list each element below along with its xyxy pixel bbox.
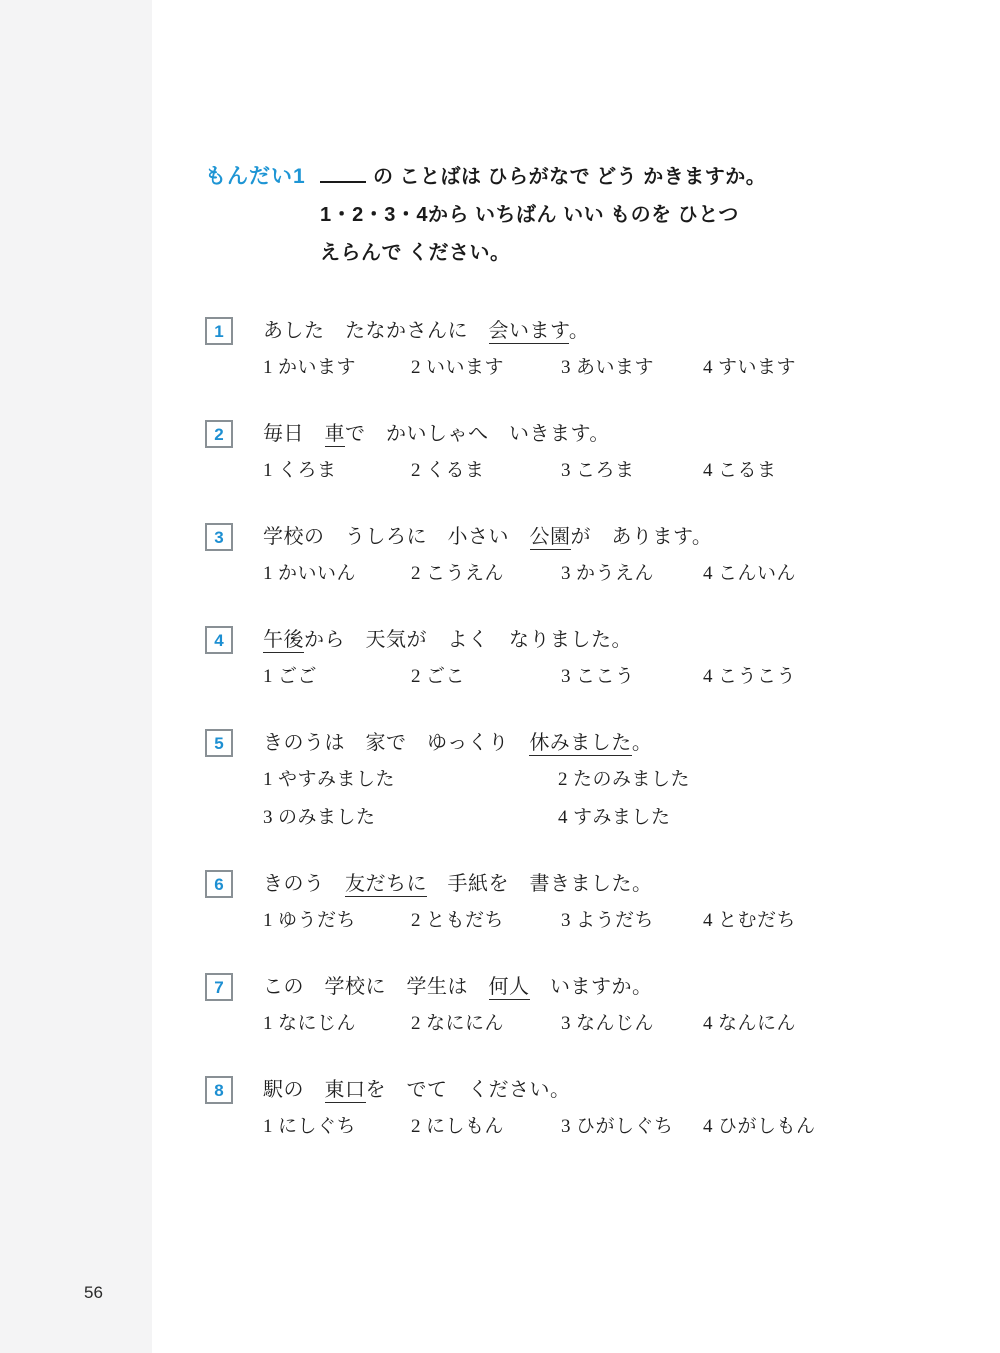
option-text: にしもん <box>426 1116 505 1137</box>
question-block <box>205 522 865 588</box>
option-number: 4 <box>703 1116 713 1137</box>
underlined-word: 何人 <box>488 976 530 998</box>
option-number: 4 <box>703 1013 713 1034</box>
underlined-word: 午後 <box>263 629 304 651</box>
option-text: こうえん <box>426 563 505 584</box>
option-number: 3 <box>561 666 571 687</box>
underlined-word: 友だちに <box>345 873 427 895</box>
option-cell <box>561 456 703 485</box>
question-block <box>205 728 865 832</box>
option-cell <box>411 1009 561 1038</box>
option-number: 2 <box>411 357 421 378</box>
question-number-box <box>205 1076 233 1104</box>
question-block <box>205 1075 865 1141</box>
question-block <box>205 972 865 1038</box>
option-cell <box>263 906 411 935</box>
question-sentence <box>263 1075 865 1105</box>
option-text: すいます <box>718 357 797 378</box>
option-cell <box>411 456 561 485</box>
question-sentence <box>263 419 865 449</box>
question-content <box>263 419 865 485</box>
page-margin-strip <box>0 0 152 1353</box>
question-content <box>263 316 865 382</box>
question-sentence <box>263 522 865 552</box>
option-cell <box>561 353 703 382</box>
instruction-line-3: えらんで ください。 <box>320 242 511 264</box>
option-number: 4 <box>703 357 713 378</box>
question-content <box>263 625 865 691</box>
options-row <box>263 456 865 485</box>
option-number: 2 <box>411 910 421 931</box>
options-row <box>263 1009 865 1038</box>
option-text: なにじん <box>278 1013 357 1034</box>
option-cell <box>411 1112 561 1141</box>
sentence-segment: いますか。 <box>529 976 653 998</box>
option-cell <box>263 1009 411 1038</box>
options-row <box>263 906 865 935</box>
question-number: 7 <box>214 977 224 997</box>
sentence-segment: きのうは 家で ゆっくり <box>263 732 530 754</box>
option-cell <box>561 559 703 588</box>
option-text: あいます <box>576 357 655 378</box>
option-text: くろま <box>278 460 337 481</box>
underlined-word: 東口 <box>324 1079 366 1101</box>
question-content <box>263 869 865 935</box>
question-content <box>263 522 865 588</box>
sentence-segment: この 学校に 学生は <box>263 976 489 998</box>
question-block <box>205 869 865 935</box>
option-cell <box>411 353 561 382</box>
option-cell <box>561 906 703 935</box>
option-number: 1 <box>263 1013 273 1034</box>
option-cell <box>263 803 558 832</box>
option-text: ごこ <box>426 666 466 687</box>
question-number: 1 <box>214 321 224 341</box>
option-text: ころま <box>576 460 635 481</box>
options-row <box>263 765 865 832</box>
option-cell <box>703 662 865 691</box>
option-text: とむだち <box>718 910 797 931</box>
option-text: なんじん <box>576 1013 655 1034</box>
option-cell <box>703 906 865 935</box>
question-content <box>263 1075 865 1141</box>
option-cell <box>263 662 411 691</box>
question-sentence <box>263 972 865 1002</box>
option-text: ごご <box>278 666 318 687</box>
question-number-box <box>205 973 233 1001</box>
option-cell <box>561 1112 703 1141</box>
option-number: 2 <box>411 1116 421 1137</box>
sentence-segment: きのう <box>263 873 345 895</box>
option-text: こんいん <box>718 563 797 584</box>
underlined-word: 会います <box>488 320 569 342</box>
option-number: 4 <box>703 910 713 931</box>
option-text: ようだち <box>576 910 655 931</box>
sentence-segment: 。 <box>631 732 653 754</box>
question-number: 2 <box>214 424 224 444</box>
question-number: 8 <box>214 1080 224 1100</box>
option-text: なんにん <box>718 1013 797 1034</box>
option-cell <box>263 1112 411 1141</box>
option-text: ここう <box>576 666 635 687</box>
question-content <box>263 728 865 832</box>
question-number: 5 <box>214 733 224 753</box>
option-cell <box>703 456 865 485</box>
underlined-word: 車 <box>324 423 345 445</box>
option-text: にしぐち <box>278 1116 357 1137</box>
instruction-line-1 <box>320 158 766 196</box>
option-number: 3 <box>561 1013 571 1034</box>
option-text: かいます <box>278 357 357 378</box>
question-sentence <box>263 625 865 655</box>
question-sentence <box>263 869 865 899</box>
question-block <box>205 316 865 382</box>
option-text: すみました <box>573 807 671 828</box>
option-number: 4 <box>703 666 713 687</box>
option-text: こうこう <box>718 666 797 687</box>
option-text: こるま <box>718 460 777 481</box>
option-number: 1 <box>263 460 273 481</box>
option-text: かいいん <box>278 563 357 584</box>
option-cell <box>411 906 561 935</box>
question-content <box>263 972 865 1038</box>
option-number: 1 <box>263 910 273 931</box>
question-number-box <box>205 729 233 757</box>
question-number-box <box>205 626 233 654</box>
option-number: 1 <box>263 1116 273 1137</box>
question-block <box>205 419 865 485</box>
option-cell <box>263 559 411 588</box>
instruction-line-1-text: の ことばは ひらがなで どう かきますか。 <box>373 166 767 188</box>
option-cell <box>703 559 865 588</box>
option-number: 3 <box>561 357 571 378</box>
option-text: くるま <box>426 460 485 481</box>
question-number-box <box>205 523 233 551</box>
problem-label: もんだい1 <box>205 165 306 188</box>
option-number: 1 <box>263 563 273 584</box>
option-text: やすみました <box>278 769 396 790</box>
option-number: 3 <box>561 563 571 584</box>
sentence-segment: で かいしゃへ いきます。 <box>345 423 610 445</box>
option-text: いいます <box>426 357 505 378</box>
question-number: 3 <box>214 527 224 547</box>
sentence-segment: が あります。 <box>570 526 713 548</box>
option-text: ともだち <box>426 910 505 931</box>
option-number: 2 <box>411 460 421 481</box>
option-text: なににん <box>426 1013 505 1034</box>
option-number: 2 <box>411 666 421 687</box>
option-number: 1 <box>263 666 273 687</box>
sentence-segment: から 天気が よく なりました。 <box>304 629 632 651</box>
option-text: ゆうだち <box>278 910 357 931</box>
question-block <box>205 625 865 691</box>
question-sentence <box>263 728 865 758</box>
option-cell <box>561 1009 703 1038</box>
underlined-word: 休みました <box>529 732 632 754</box>
option-number: 2 <box>411 1013 421 1034</box>
option-cell <box>411 559 561 588</box>
option-number: 3 <box>263 807 273 828</box>
sentence-segment: 駅の <box>263 1079 325 1101</box>
option-text: のみました <box>278 807 376 828</box>
option-number: 1 <box>263 769 273 790</box>
option-cell <box>263 353 411 382</box>
option-text: たのみました <box>573 769 691 790</box>
test-content <box>205 158 865 1178</box>
question-number: 4 <box>214 630 224 650</box>
option-cell <box>703 353 865 382</box>
option-text: かうえん <box>576 563 655 584</box>
question-list <box>205 316 865 1141</box>
option-cell <box>263 456 411 485</box>
option-cell <box>263 765 558 794</box>
option-cell <box>411 662 561 691</box>
sentence-segment: 手紙を 書きました。 <box>427 873 653 895</box>
option-number: 4 <box>703 563 713 584</box>
option-number: 2 <box>558 769 568 790</box>
sentence-segment: 毎日 <box>263 423 325 445</box>
options-row <box>263 353 865 382</box>
options-row <box>263 559 865 588</box>
options-row <box>263 1112 865 1141</box>
option-number: 1 <box>263 357 273 378</box>
sentence-segment: を でて ください。 <box>365 1079 571 1101</box>
instruction-line-2: 1・2・3・4から いちばん いい ものを ひとつ <box>320 204 739 226</box>
question-number: 6 <box>214 874 224 894</box>
problem-header <box>205 158 865 272</box>
option-text: ひがしもん <box>718 1116 816 1137</box>
option-cell <box>561 662 703 691</box>
problem-instructions <box>320 158 766 272</box>
blank-underline <box>320 163 366 183</box>
option-cell <box>558 803 865 832</box>
option-number: 3 <box>561 460 571 481</box>
option-number: 2 <box>411 563 421 584</box>
option-cell <box>558 765 865 794</box>
option-text: ひがしぐち <box>576 1116 674 1137</box>
option-cell <box>703 1112 865 1141</box>
option-number: 4 <box>703 460 713 481</box>
option-number: 3 <box>561 910 571 931</box>
question-sentence <box>263 316 865 346</box>
underlined-word: 公園 <box>529 526 571 548</box>
question-number-box <box>205 870 233 898</box>
option-number: 4 <box>558 807 568 828</box>
sentence-segment: あした たなかさんに <box>263 320 489 342</box>
option-number: 3 <box>561 1116 571 1137</box>
option-cell <box>703 1009 865 1038</box>
sentence-segment: 学校の うしろに 小さい <box>263 526 530 548</box>
question-number-box <box>205 317 233 345</box>
page-number: 56 <box>84 1283 103 1302</box>
options-row <box>263 662 865 691</box>
question-number-box <box>205 420 233 448</box>
sentence-segment: 。 <box>568 320 590 342</box>
